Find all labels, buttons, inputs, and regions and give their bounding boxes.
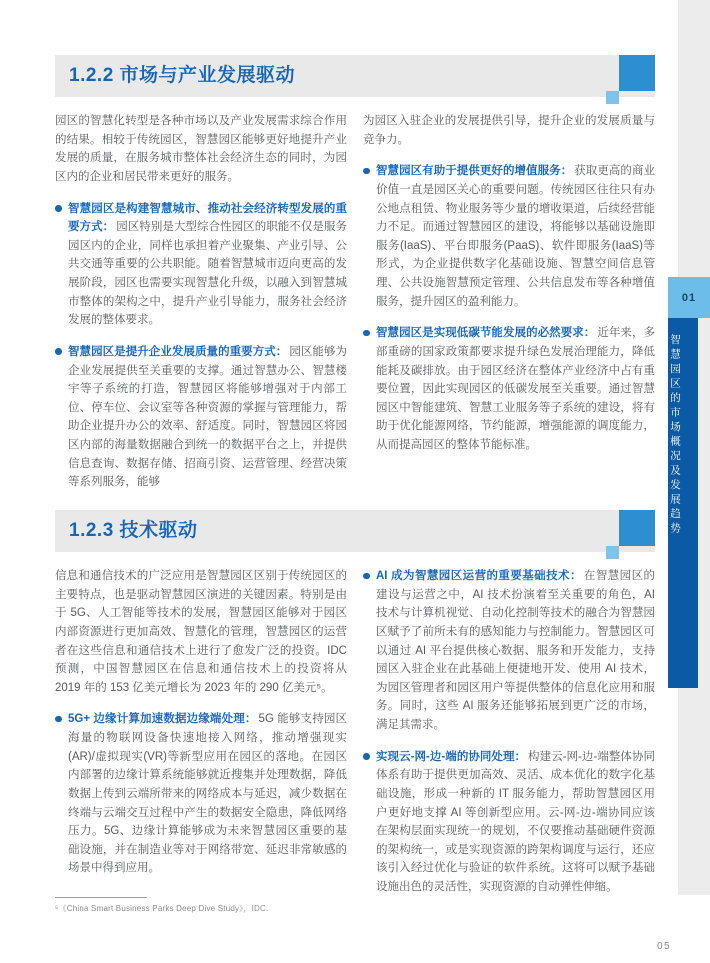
bullet-body: 构建云-网-边-端整体协同体系有助于提供更加高效、灵活、成本优化的数字化基础设施，形成一种新的 IT 服务能力，帮助智慧园区用户更好地支撑 AI 等创新型应用。云-网-边-端协同应该在架构层面实现统一的规划，不仅要推动基础硬件资源的架构统一，或是实现资源的跨架构调度与运行，还应该引入经过优化与验证的软件系统。这将可以赋予基础设施出色的灵活性，实现资源的自动弹性伸缩。 (376, 750, 655, 893)
bullet-lead: 实现云-网-边-端的协同处理： (376, 750, 527, 763)
header-square-decoration (619, 55, 655, 91)
header-square-decoration (619, 510, 655, 546)
intro-paragraph: 信息和通信技术的广泛应用是智慧园区区别于传统园区的主要特点，也是驱动智慧园区演进的关键因素。特别是由于 5G、人工智能等技术的发展，智慧园区能够对于园区内部资源进行更加高效、智慧化的管理，智慧园区的运营者在这些信息和通信技术上进行了愈发广泛的投资。IDC 预测，中国智慧园区在信息和通信技术上的投资将从 2019 年的 153 亿美元增长为 2023 年的 290 亿美元⁵。 (55, 570, 347, 694)
bullet-item (363, 162, 655, 311)
header-square-small-decoration (606, 91, 619, 104)
bullet-lead: 智慧园区有助于提供更好的增值服务： (376, 165, 573, 178)
two-column-text (55, 112, 655, 505)
bullet-lead: AI 成为智慧园区运营的重要基础技术： (376, 570, 582, 582)
bullet-dot-icon (363, 753, 370, 760)
section-heading-bar (55, 55, 655, 97)
bullet-item (363, 324, 655, 454)
section-heading-bar (55, 510, 655, 552)
bullet-item (363, 748, 655, 897)
left-column (55, 567, 347, 910)
bullet-body: 园区特别是大型综合性园区的职能不仅是服务园区内的企业，同样也承担着产业聚集、产业引导、公共交通等重要的公共职能。随着智慧城市迈向更高的发展阶段，园区也需要实现智慧化升级，以融入到智慧城市整体的架构之中，提升产业引导能力，服务社会经济发展的整体要求。 (68, 221, 348, 327)
bullet-body: 近年来，多部重磅的国家政策都要求提升绿色发展治理能力，降低能耗及碳排放。由于园区经济在整体产业经济中占有重要位置，因此实现园区的低碳发展至关重要。通过智慧园区中智能建筑、智慧工业服务等子系统的建设，将有助于优化能源网络，节约能源，增强能源的调度能力，从而提高园区的整体节能标准。 (376, 327, 656, 451)
intro-paragraph: 园区的智慧化转型是各种市场以及产业发展需求综合作用的结果。相较于传统园区，智慧园区能够更好地提升产业发展的质量，在服务城市整体社会经济生态的同时，为园区内的企业和居民带来更好的服务。 (55, 115, 347, 183)
footnote-divider (55, 897, 147, 898)
bullet-dot-icon (363, 168, 370, 175)
bullet-item (55, 200, 347, 330)
chapter-tab (668, 277, 710, 688)
bullet-dot-icon (363, 573, 370, 580)
page-number: 05 (657, 941, 672, 952)
bullet-dot-icon (55, 716, 62, 723)
bullet-body: 园区能够为企业发展提供至关重要的支撑。通过智慧办公、智慧楼宇等子系统的打造，智慧园区将能够增强对于内部工位、停车位、会议室等各种资源的掌握与管理能力，帮助企业提升办公的效率、舒适度。同时，智慧园区将园区内部的海量数据融合到统一的数据平台之上，并提供信息查询、数据存储、招商引资、运营管理、经营决策等系列服务，能够 (68, 345, 348, 489)
bullet-item (363, 567, 655, 735)
chapter-number: 01 (668, 277, 710, 318)
footnote-text: ⁵《China Smart Business Parks Deep Dive Study》，IDC. (55, 904, 269, 913)
bullet-dot-icon (55, 205, 62, 212)
bullet-dot-icon (363, 330, 370, 337)
chapter-vertical-title: 智慧园区的市场概况及发展趋势 (668, 318, 698, 688)
right-column (363, 567, 655, 910)
section-market-industry (55, 55, 655, 505)
section-technology (55, 510, 655, 910)
bullet-body: 在智慧园区的建设与运营之中，AI 技术扮演着至关重要的角色，AI 技术与计算机视觉、自动化控制等技术的融合为智慧园区赋予了前所未有的感知能力与控制能力。智慧园区可以通过 AI 平台提供核心数据、服务和开发能力，支持园区入驻企业在此基础上便捷地开发、使用 AI 技术，为园区管理者和园区用户等提供整体的信息化应用和服务。同时，这些 AI 服务还能够拓展到更广泛的市场，满足其需求。 (376, 570, 656, 731)
bullet-lead: 智慧园区是构建智慧城市、推动社会经济转型发展的重要方式： (68, 202, 347, 234)
bullet-dot-icon (55, 348, 62, 355)
bullet-item (55, 710, 347, 878)
header-square-small-decoration (606, 546, 619, 559)
two-column-text (55, 567, 655, 910)
section-title: 1.2.2 市场与产业发展驱动 (69, 65, 296, 86)
left-column (55, 112, 347, 505)
bullet-body: 获取更高的商业价值一直是园区关心的重要问题。传统园区往往只有办公地点租赁、物业服务等少量的增收渠道，后续经营能力不足。而通过智慧园区的建设，将能够以基础设施即服务(IaaS)、平台即服务(PaaS)、软件即服务(IaaS)等形式，为企业提供数字化基础设施、智慧空间信息管理、公共设施智慧预定管理、公共信息发布等各种增值服务，提升园区的盈利能力。 (376, 165, 656, 308)
bullet-lead: 智慧园区是实现低碳节能发展的必然要求： (376, 327, 596, 340)
right-column (363, 112, 655, 505)
bullet-body: 5G 能够支持园区海量的物联网设备快速地接入网络，推动增强现实(AR)/虚拟现实(VR)等新型应用在园区的落地。在园区内部署的边缘计算系统能够就近搜集并处理数据，降低数据上传到云端所带来的网络成本与延迟，减少数据在终端与云端交互过程中产生的数据安全隐患，降低网络压力。5G、边缘计算能够成为未来智慧园区重要的基础设施，并在制造业等对于网络带宽、延迟非常敏感的场景中得到应用。 (68, 713, 347, 875)
section-title: 1.2.3 技术驱动 (69, 520, 198, 541)
continuation-paragraph: 为园区入驻企业的发展提供引导，提升企业的发展质量与竞争力。 (363, 115, 655, 146)
bullet-item (55, 343, 347, 492)
bullet-lead: 智慧园区是提升企业发展质量的重要方式： (68, 345, 288, 358)
bullet-lead: 5G+ 边缘计算加速数据边缘端处理： (68, 713, 257, 726)
